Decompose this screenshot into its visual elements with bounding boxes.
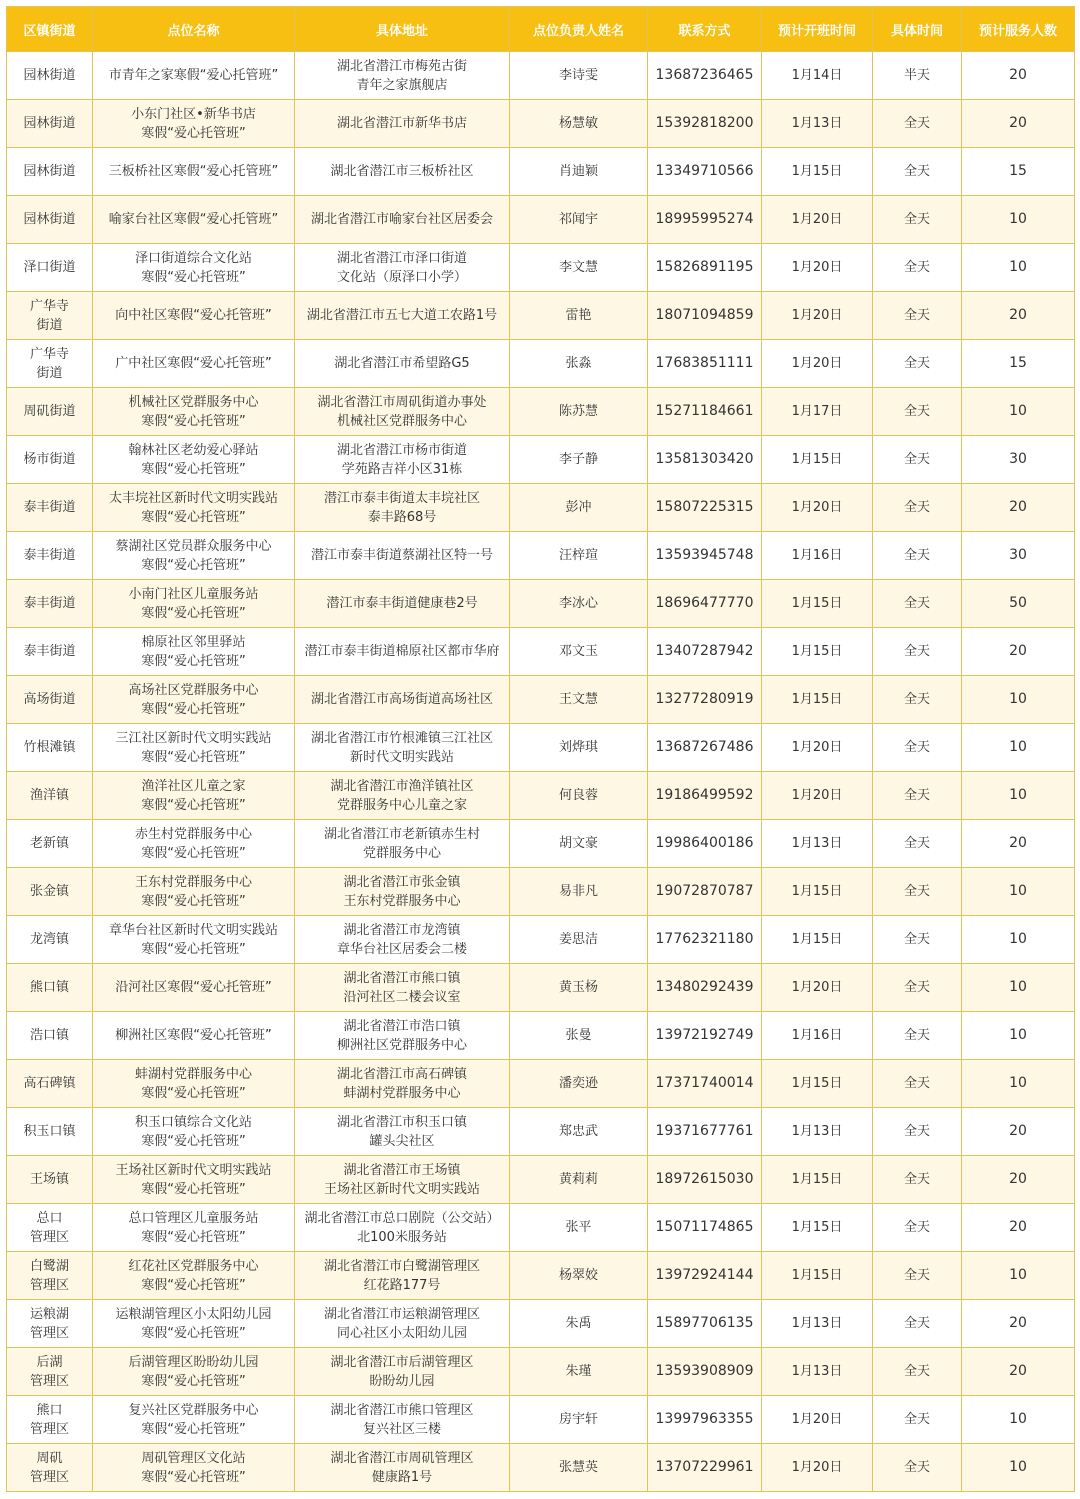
cell-contact-person: 邓文玉 bbox=[510, 628, 648, 676]
cell-contact-person: 刘烨琪 bbox=[510, 724, 648, 772]
cell-start-date: 1月20日 bbox=[762, 292, 873, 340]
cell-contact-person: 朱禹 bbox=[510, 1300, 648, 1348]
cell-capacity: 10 bbox=[962, 1444, 1075, 1492]
cell-contact-person: 陈苏慧 bbox=[510, 388, 648, 436]
cell-phone: 13277280919 bbox=[648, 676, 762, 724]
cell-start-date: 1月16日 bbox=[762, 532, 873, 580]
cell-phone: 13972192749 bbox=[648, 1012, 762, 1060]
cell-time: 半天 bbox=[873, 52, 962, 100]
cell-address: 湖北省潜江市杨市街道 学苑路吉祥小区31栋 bbox=[295, 436, 510, 484]
cell-capacity: 20 bbox=[962, 484, 1075, 532]
cell-time: 全天 bbox=[873, 1348, 962, 1396]
table-row bbox=[7, 100, 1075, 148]
header-site-name: 点位名称 bbox=[93, 7, 295, 52]
cell-start-date: 1月20日 bbox=[762, 1396, 873, 1444]
table-row bbox=[7, 1108, 1075, 1156]
cell-site-name: 高场社区党群服务中心 寒假“爱心托管班” bbox=[93, 676, 295, 724]
cell-time: 全天 bbox=[873, 916, 962, 964]
cell-site-name: 小南门社区儿童服务站 寒假“爱心托管班” bbox=[93, 580, 295, 628]
table-row bbox=[7, 196, 1075, 244]
cell-district: 龙湾镇 bbox=[7, 916, 93, 964]
cell-contact-person: 李子静 bbox=[510, 436, 648, 484]
cell-time: 全天 bbox=[873, 244, 962, 292]
cell-contact-person: 彭冲 bbox=[510, 484, 648, 532]
cell-district: 园林街道 bbox=[7, 196, 93, 244]
cell-time: 全天 bbox=[873, 1156, 962, 1204]
cell-contact-person: 杨翠姣 bbox=[510, 1252, 648, 1300]
cell-capacity: 20 bbox=[962, 292, 1075, 340]
cell-site-name: 向中社区寒假“爱心托管班” bbox=[93, 292, 295, 340]
cell-time: 全天 bbox=[873, 100, 962, 148]
table-row bbox=[7, 724, 1075, 772]
table-row bbox=[7, 676, 1075, 724]
cell-address: 湖北省潜江市张金镇 王东村党群服务中心 bbox=[295, 868, 510, 916]
cell-site-name: 翰林社区老幼爱心驿站 寒假“爱心托管班” bbox=[93, 436, 295, 484]
cell-phone: 17762321180 bbox=[648, 916, 762, 964]
cell-district: 积玉口镇 bbox=[7, 1108, 93, 1156]
cell-capacity: 10 bbox=[962, 196, 1075, 244]
cell-address: 湖北省潜江市熊口镇 沿河社区二楼会议室 bbox=[295, 964, 510, 1012]
cell-capacity: 20 bbox=[962, 1204, 1075, 1252]
cell-time: 全天 bbox=[873, 340, 962, 388]
cell-phone: 19371677761 bbox=[648, 1108, 762, 1156]
header-address: 具体地址 bbox=[295, 7, 510, 52]
cell-contact-person: 黄玉杨 bbox=[510, 964, 648, 1012]
table-row bbox=[7, 964, 1075, 1012]
cell-time: 全天 bbox=[873, 388, 962, 436]
table-row bbox=[7, 1204, 1075, 1252]
cell-start-date: 1月20日 bbox=[762, 244, 873, 292]
cell-capacity: 10 bbox=[962, 772, 1075, 820]
table-row bbox=[7, 1060, 1075, 1108]
cell-contact-person: 张淼 bbox=[510, 340, 648, 388]
cell-district: 总口 管理区 bbox=[7, 1204, 93, 1252]
cell-site-name: 三江社区新时代文明实践站 寒假“爱心托管班” bbox=[93, 724, 295, 772]
cell-phone: 13687236465 bbox=[648, 52, 762, 100]
cell-address: 湖北省潜江市周矶管理区 健康路1号 bbox=[295, 1444, 510, 1492]
cell-start-date: 1月15日 bbox=[762, 916, 873, 964]
cell-site-name: 机械社区党群服务中心 寒假“爱心托管班” bbox=[93, 388, 295, 436]
cell-district: 竹根滩镇 bbox=[7, 724, 93, 772]
cell-capacity: 20 bbox=[962, 628, 1075, 676]
cell-start-date: 1月13日 bbox=[762, 100, 873, 148]
cell-time: 全天 bbox=[873, 1108, 962, 1156]
cell-address: 湖北省潜江市新华书店 bbox=[295, 100, 510, 148]
cell-address: 湖北省潜江市竹根滩镇三江社区 新时代文明实践站 bbox=[295, 724, 510, 772]
cell-start-date: 1月15日 bbox=[762, 868, 873, 916]
cell-time: 全天 bbox=[873, 1396, 962, 1444]
cell-time: 全天 bbox=[873, 868, 962, 916]
table-row bbox=[7, 244, 1075, 292]
cell-address: 湖北省潜江市周矶街道办事处 机械社区党群服务中心 bbox=[295, 388, 510, 436]
cell-time: 全天 bbox=[873, 964, 962, 1012]
cell-phone: 13687267486 bbox=[648, 724, 762, 772]
cell-start-date: 1月20日 bbox=[762, 964, 873, 1012]
table-row bbox=[7, 484, 1075, 532]
cell-phone: 19986400186 bbox=[648, 820, 762, 868]
cell-site-name: 市青年之家寒假“爱心托管班” bbox=[93, 52, 295, 100]
cell-capacity: 20 bbox=[962, 820, 1075, 868]
cell-time: 全天 bbox=[873, 436, 962, 484]
cell-site-name: 柳洲社区寒假“爱心托管班” bbox=[93, 1012, 295, 1060]
cell-site-name: 总口管理区儿童服务站 寒假“爱心托管班” bbox=[93, 1204, 295, 1252]
cell-district: 张金镇 bbox=[7, 868, 93, 916]
cell-start-date: 1月15日 bbox=[762, 1252, 873, 1300]
cell-start-date: 1月15日 bbox=[762, 436, 873, 484]
cell-capacity: 30 bbox=[962, 532, 1075, 580]
cell-phone: 13997963355 bbox=[648, 1396, 762, 1444]
cell-capacity: 20 bbox=[962, 52, 1075, 100]
cell-start-date: 1月15日 bbox=[762, 580, 873, 628]
cell-district: 泰丰街道 bbox=[7, 628, 93, 676]
cell-contact-person: 肖迪颖 bbox=[510, 148, 648, 196]
cell-phone: 18071094859 bbox=[648, 292, 762, 340]
cell-address: 湖北省潜江市希望路G5 bbox=[295, 340, 510, 388]
cell-phone: 13593945748 bbox=[648, 532, 762, 580]
table-row bbox=[7, 1396, 1075, 1444]
cell-start-date: 1月20日 bbox=[762, 196, 873, 244]
cell-start-date: 1月20日 bbox=[762, 772, 873, 820]
cell-site-name: 复兴社区党群服务中心 寒假“爱心托管班” bbox=[93, 1396, 295, 1444]
cell-phone: 18696477770 bbox=[648, 580, 762, 628]
cell-time: 全天 bbox=[873, 1204, 962, 1252]
cell-site-name: 沿河社区寒假“爱心托管班” bbox=[93, 964, 295, 1012]
cell-site-name: 小东门社区•新华书店 寒假“爱心托管班” bbox=[93, 100, 295, 148]
table-row bbox=[7, 532, 1075, 580]
cell-district: 泰丰街道 bbox=[7, 532, 93, 580]
cell-time: 全天 bbox=[873, 820, 962, 868]
cell-phone: 13581303420 bbox=[648, 436, 762, 484]
cell-site-name: 后湖管理区盼盼幼儿园 寒假“爱心托管班” bbox=[93, 1348, 295, 1396]
cell-capacity: 10 bbox=[962, 868, 1075, 916]
cell-start-date: 1月15日 bbox=[762, 1060, 873, 1108]
cell-capacity: 20 bbox=[962, 1156, 1075, 1204]
cell-site-name: 王东村党群服务中心 寒假“爱心托管班” bbox=[93, 868, 295, 916]
cell-time: 全天 bbox=[873, 532, 962, 580]
cell-phone: 18995995274 bbox=[648, 196, 762, 244]
cell-address: 湖北省潜江市总口剧院（公交站） 北100米服务站 bbox=[295, 1204, 510, 1252]
cell-contact-person: 朱瑾 bbox=[510, 1348, 648, 1396]
cell-district: 泰丰街道 bbox=[7, 580, 93, 628]
cell-capacity: 20 bbox=[962, 1300, 1075, 1348]
table-row bbox=[7, 388, 1075, 436]
cell-district: 熊口 管理区 bbox=[7, 1396, 93, 1444]
cell-time: 全天 bbox=[873, 772, 962, 820]
cell-start-date: 1月20日 bbox=[762, 1444, 873, 1492]
cell-district: 园林街道 bbox=[7, 148, 93, 196]
cell-contact-person: 李冰心 bbox=[510, 580, 648, 628]
header-row bbox=[7, 7, 1075, 52]
cell-capacity: 15 bbox=[962, 148, 1075, 196]
cell-address: 湖北省潜江市五七大道工农路1号 bbox=[295, 292, 510, 340]
cell-capacity: 10 bbox=[962, 1060, 1075, 1108]
table-row bbox=[7, 1012, 1075, 1060]
cell-capacity: 20 bbox=[962, 1348, 1075, 1396]
table-row bbox=[7, 868, 1075, 916]
cell-contact-person: 胡文豪 bbox=[510, 820, 648, 868]
cell-district: 园林街道 bbox=[7, 52, 93, 100]
cell-address: 潜江市泰丰街道健康巷2号 bbox=[295, 580, 510, 628]
cell-time: 全天 bbox=[873, 1060, 962, 1108]
table-body bbox=[7, 52, 1075, 1492]
cell-site-name: 棉原社区邻里驿站 寒假“爱心托管班” bbox=[93, 628, 295, 676]
cell-phone: 19072870787 bbox=[648, 868, 762, 916]
header-start-date: 预计开班时间 bbox=[762, 7, 873, 52]
table-row bbox=[7, 1348, 1075, 1396]
cell-address: 潜江市泰丰街道蔡湖社区特一号 bbox=[295, 532, 510, 580]
header-district: 区镇街道 bbox=[7, 7, 93, 52]
table-row bbox=[7, 52, 1075, 100]
cell-phone: 13407287942 bbox=[648, 628, 762, 676]
cell-district: 高场街道 bbox=[7, 676, 93, 724]
cell-start-date: 1月20日 bbox=[762, 340, 873, 388]
cell-site-name: 泽口街道综合文化站 寒假“爱心托管班” bbox=[93, 244, 295, 292]
cell-phone: 15826891195 bbox=[648, 244, 762, 292]
cell-district: 周矶街道 bbox=[7, 388, 93, 436]
cell-contact-person: 王文慧 bbox=[510, 676, 648, 724]
table-row bbox=[7, 628, 1075, 676]
cell-site-name: 运粮湖管理区小太阳幼儿园 寒假“爱心托管班” bbox=[93, 1300, 295, 1348]
cell-time: 全天 bbox=[873, 1300, 962, 1348]
cell-phone: 13593908909 bbox=[648, 1348, 762, 1396]
cell-address: 潜江市泰丰街道太丰垸社区 泰丰路68号 bbox=[295, 484, 510, 532]
cell-start-date: 1月20日 bbox=[762, 724, 873, 772]
cell-district: 园林街道 bbox=[7, 100, 93, 148]
header-contact-person: 点位负责人姓名 bbox=[510, 7, 648, 52]
cell-district: 熊口镇 bbox=[7, 964, 93, 1012]
cell-start-date: 1月13日 bbox=[762, 1348, 873, 1396]
cell-contact-person: 黄莉莉 bbox=[510, 1156, 648, 1204]
cell-site-name: 广中社区寒假“爱心托管班” bbox=[93, 340, 295, 388]
cell-address: 湖北省潜江市积玉口镇 罐头尖社区 bbox=[295, 1108, 510, 1156]
cell-start-date: 1月15日 bbox=[762, 1204, 873, 1252]
cell-address: 湖北省潜江市王场镇 王场社区新时代文明实践站 bbox=[295, 1156, 510, 1204]
cell-contact-person: 易非凡 bbox=[510, 868, 648, 916]
cell-site-name: 蔡湖社区党员群众服务中心 寒假“爱心托管班” bbox=[93, 532, 295, 580]
cell-phone: 13707229961 bbox=[648, 1444, 762, 1492]
cell-address: 湖北省潜江市渔洋镇社区 党群服务中心儿童之家 bbox=[295, 772, 510, 820]
cell-contact-person: 张慧英 bbox=[510, 1444, 648, 1492]
cell-phone: 13480292439 bbox=[648, 964, 762, 1012]
cell-phone: 19186499592 bbox=[648, 772, 762, 820]
cell-address: 湖北省潜江市运粮湖管理区 同心社区小太阳幼儿园 bbox=[295, 1300, 510, 1348]
cell-district: 周矶 管理区 bbox=[7, 1444, 93, 1492]
cell-capacity: 10 bbox=[962, 1252, 1075, 1300]
cell-district: 高石碑镇 bbox=[7, 1060, 93, 1108]
cell-district: 浩口镇 bbox=[7, 1012, 93, 1060]
cell-time: 全天 bbox=[873, 628, 962, 676]
cell-time: 全天 bbox=[873, 1252, 962, 1300]
cell-address: 湖北省潜江市梅苑古街 青年之家旗舰店 bbox=[295, 52, 510, 100]
cell-start-date: 1月14日 bbox=[762, 52, 873, 100]
cell-site-name: 三板桥社区寒假“爱心托管班” bbox=[93, 148, 295, 196]
cell-contact-person: 潘奕逊 bbox=[510, 1060, 648, 1108]
table-header bbox=[7, 7, 1075, 52]
cell-start-date: 1月13日 bbox=[762, 820, 873, 868]
cell-address: 潜江市泰丰街道棉原社区都市华府 bbox=[295, 628, 510, 676]
table-row bbox=[7, 436, 1075, 484]
cell-phone: 15897706135 bbox=[648, 1300, 762, 1348]
header-phone: 联系方式 bbox=[648, 7, 762, 52]
cell-contact-person: 何良蓉 bbox=[510, 772, 648, 820]
cell-start-date: 1月17日 bbox=[762, 388, 873, 436]
cell-capacity: 10 bbox=[962, 1012, 1075, 1060]
cell-time: 全天 bbox=[873, 724, 962, 772]
table-row bbox=[7, 820, 1075, 868]
cell-time: 全天 bbox=[873, 292, 962, 340]
table-row bbox=[7, 916, 1075, 964]
cell-district: 杨市街道 bbox=[7, 436, 93, 484]
cell-contact-person: 房宇轩 bbox=[510, 1396, 648, 1444]
cell-site-name: 章华台社区新时代文明实践站 寒假“爱心托管班” bbox=[93, 916, 295, 964]
cell-capacity: 10 bbox=[962, 676, 1075, 724]
table-row bbox=[7, 148, 1075, 196]
cell-capacity: 10 bbox=[962, 916, 1075, 964]
cell-time: 全天 bbox=[873, 676, 962, 724]
cell-phone: 13349710566 bbox=[648, 148, 762, 196]
cell-capacity: 20 bbox=[962, 1108, 1075, 1156]
cell-district: 广华寺 街道 bbox=[7, 292, 93, 340]
cell-time: 全天 bbox=[873, 580, 962, 628]
cell-district: 王场镇 bbox=[7, 1156, 93, 1204]
cell-district: 泰丰街道 bbox=[7, 484, 93, 532]
cell-time: 全天 bbox=[873, 484, 962, 532]
header-capacity: 预计服务人数 bbox=[962, 7, 1075, 52]
cell-site-name: 王场社区新时代文明实践站 寒假“爱心托管班” bbox=[93, 1156, 295, 1204]
cell-time: 全天 bbox=[873, 196, 962, 244]
cell-address: 湖北省潜江市老新镇赤生村 党群服务中心 bbox=[295, 820, 510, 868]
cell-start-date: 1月13日 bbox=[762, 1300, 873, 1348]
cell-capacity: 10 bbox=[962, 1396, 1075, 1444]
cell-capacity: 10 bbox=[962, 244, 1075, 292]
cell-capacity: 20 bbox=[962, 100, 1075, 148]
cell-contact-person: 杨慧敏 bbox=[510, 100, 648, 148]
cell-site-name: 喻家台社区寒假“爱心托管班” bbox=[93, 196, 295, 244]
cell-phone: 15392818200 bbox=[648, 100, 762, 148]
cell-contact-person: 张平 bbox=[510, 1204, 648, 1252]
cell-contact-person: 姜思洁 bbox=[510, 916, 648, 964]
cell-district: 泽口街道 bbox=[7, 244, 93, 292]
cell-start-date: 1月15日 bbox=[762, 676, 873, 724]
cell-address: 湖北省潜江市白鹭湖管理区 红花路177号 bbox=[295, 1252, 510, 1300]
schedule-table bbox=[6, 6, 1075, 1492]
table-row bbox=[7, 1444, 1075, 1492]
cell-site-name: 赤生村党群服务中心 寒假“爱心托管班” bbox=[93, 820, 295, 868]
table-row bbox=[7, 772, 1075, 820]
cell-capacity: 50 bbox=[962, 580, 1075, 628]
cell-address: 湖北省潜江市浩口镇 柳洲社区党群服务中心 bbox=[295, 1012, 510, 1060]
cell-capacity: 10 bbox=[962, 724, 1075, 772]
cell-phone: 13972924144 bbox=[648, 1252, 762, 1300]
cell-start-date: 1月13日 bbox=[762, 1108, 873, 1156]
cell-time: 全天 bbox=[873, 1012, 962, 1060]
cell-contact-person: 雷艳 bbox=[510, 292, 648, 340]
cell-address: 湖北省潜江市高场街道高场社区 bbox=[295, 676, 510, 724]
cell-capacity: 10 bbox=[962, 964, 1075, 1012]
cell-site-name: 渔洋社区儿童之家 寒假“爱心托管班” bbox=[93, 772, 295, 820]
cell-contact-person: 汪梓瑄 bbox=[510, 532, 648, 580]
cell-site-name: 积玉口镇综合文化站 寒假“爱心托管班” bbox=[93, 1108, 295, 1156]
cell-address: 湖北省潜江市喻家台社区居委会 bbox=[295, 196, 510, 244]
cell-district: 运粮湖 管理区 bbox=[7, 1300, 93, 1348]
cell-contact-person: 郑忠武 bbox=[510, 1108, 648, 1156]
cell-phone: 17371740014 bbox=[648, 1060, 762, 1108]
cell-phone: 15071174865 bbox=[648, 1204, 762, 1252]
cell-phone: 15807225315 bbox=[648, 484, 762, 532]
cell-contact-person: 张曼 bbox=[510, 1012, 648, 1060]
table-row bbox=[7, 340, 1075, 388]
cell-district: 白鹭湖 管理区 bbox=[7, 1252, 93, 1300]
cell-site-name: 蚌湖村党群服务中心 寒假“爱心托管班” bbox=[93, 1060, 295, 1108]
cell-start-date: 1月15日 bbox=[762, 148, 873, 196]
table-row bbox=[7, 1300, 1075, 1348]
header-time: 具体时间 bbox=[873, 7, 962, 52]
cell-district: 渔洋镇 bbox=[7, 772, 93, 820]
cell-start-date: 1月20日 bbox=[762, 484, 873, 532]
cell-contact-person: 李文慧 bbox=[510, 244, 648, 292]
cell-phone: 18972615030 bbox=[648, 1156, 762, 1204]
cell-site-name: 红花社区党群服务中心 寒假“爱心托管班” bbox=[93, 1252, 295, 1300]
cell-address: 湖北省潜江市龙湾镇 章华台社区居委会二楼 bbox=[295, 916, 510, 964]
cell-contact-person: 李诗雯 bbox=[510, 52, 648, 100]
cell-district: 后湖 管理区 bbox=[7, 1348, 93, 1396]
cell-district: 老新镇 bbox=[7, 820, 93, 868]
cell-district: 广华寺 街道 bbox=[7, 340, 93, 388]
cell-site-name: 太丰垸社区新时代文明实践站 寒假“爱心托管班” bbox=[93, 484, 295, 532]
cell-address: 湖北省潜江市高石碑镇 蚌湖村党群服务中心 bbox=[295, 1060, 510, 1108]
cell-address: 湖北省潜江市三板桥社区 bbox=[295, 148, 510, 196]
table-row bbox=[7, 1252, 1075, 1300]
cell-phone: 17683851111 bbox=[648, 340, 762, 388]
cell-site-name: 周矶管理区文化站 寒假“爱心托管班” bbox=[93, 1444, 295, 1492]
table-row bbox=[7, 292, 1075, 340]
cell-capacity: 10 bbox=[962, 388, 1075, 436]
cell-address: 湖北省潜江市熊口管理区 复兴社区三楼 bbox=[295, 1396, 510, 1444]
cell-address: 湖北省潜江市后湖管理区 盼盼幼儿园 bbox=[295, 1348, 510, 1396]
cell-contact-person: 祁闻宇 bbox=[510, 196, 648, 244]
table-row bbox=[7, 580, 1075, 628]
cell-time: 全天 bbox=[873, 148, 962, 196]
cell-capacity: 30 bbox=[962, 436, 1075, 484]
cell-start-date: 1月15日 bbox=[762, 1156, 873, 1204]
cell-start-date: 1月15日 bbox=[762, 628, 873, 676]
cell-time: 全天 bbox=[873, 1444, 962, 1492]
cell-capacity: 15 bbox=[962, 340, 1075, 388]
cell-address: 湖北省潜江市泽口街道 文化站（原泽口小学） bbox=[295, 244, 510, 292]
cell-phone: 15271184661 bbox=[648, 388, 762, 436]
table-row bbox=[7, 1156, 1075, 1204]
cell-start-date: 1月16日 bbox=[762, 1012, 873, 1060]
